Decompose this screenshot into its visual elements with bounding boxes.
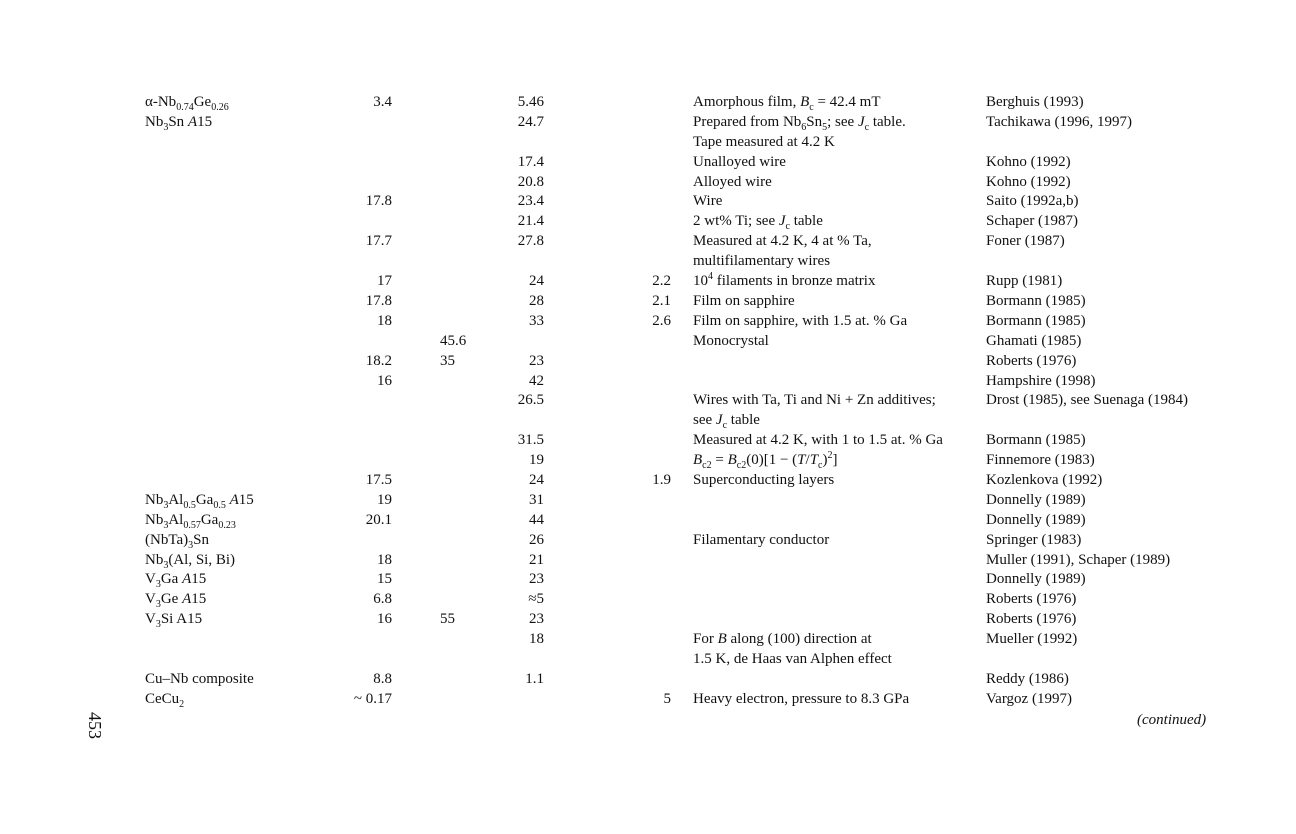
b-c2-cell: 26.5 [517,392,544,409]
reference-cell: Donnelly (1989) [986,491,1086,508]
b-c2-cell: 24.7 [517,113,544,130]
table-row [0,312,1296,332]
table-row [0,192,1296,212]
reference-cell: Bormann (1985) [986,432,1086,449]
reference-cell: Hampshire (1998) [986,372,1096,389]
reference-cell: Roberts (1976) [986,352,1077,369]
table-row [0,292,1296,312]
comment-cell: Monocrystal [693,332,769,349]
page-number: 453 [85,712,105,739]
tc-cell: 20.1 [365,511,392,528]
b-c2-cell: 23 [529,611,544,628]
reference-cell: Mueller (1992) [986,631,1078,648]
comment-cell: Filamentary conductor [693,531,830,548]
table-row [0,551,1296,571]
reference-cell: Kozlenkova (1992) [986,471,1103,488]
table-row [0,610,1296,630]
comment-cell: Wires with Ta, Ti and Ni + Zn additives; see $J_c$ table [693,392,936,432]
comment-cell: Heavy electron, pressure to 8.3 GPa [693,690,910,707]
reference-cell: Finnemore (1983) [986,452,1095,469]
b-c2-cell: ≈5 [528,591,544,608]
reference-cell: Ghamati (1985) [986,332,1082,349]
table-row [0,173,1296,193]
comment-cell: Measured at 4.2 K, 4 at % Ta, multifilamentary wires [693,233,872,270]
tc-cell: 17.5 [365,471,392,488]
comment-cell: $10^4$ filaments in bronze matrix [693,271,876,290]
b-c2-cell: 24 [529,471,544,488]
comment-cell: $B_{c2} = B_{c2}(0)[1 - (T/T_c)^2]$ [693,450,838,472]
b-c2-zero-cell: 55 [440,611,455,628]
b-c2-cell: 23 [529,571,544,588]
table-row [0,471,1296,491]
comment-cell: Alloyed wire [693,173,772,190]
comment-cell: Superconducting layers [693,471,835,488]
b-c2-cell: 27.8 [517,233,544,250]
reference-cell: Drost (1985), see Suenaga (1984) [986,392,1189,409]
material-cell: $\alpha-Nb_{0.74}Ge_{0.26}$ [145,94,229,113]
table-row [0,431,1296,451]
reference-cell: Rupp (1981) [986,273,1063,290]
reference-cell: Donnelly (1989) [986,511,1086,528]
reference-cell: Tachikawa (1996, 1997) [986,113,1132,130]
b-c2-zero-cell: 45.6 [440,332,467,349]
b-c2-cell: 44 [529,511,544,528]
tc-cell: 16 [377,611,392,628]
reference-cell: Roberts (1976) [986,591,1077,608]
delta-cell: 1.9 [652,471,671,488]
reference-cell: Vargoz (1997) [986,690,1072,707]
tc-cell: 17 [377,273,392,290]
b-c2-cell: 1.1 [525,670,544,687]
table-row [0,212,1296,232]
reference-cell: Roberts (1976) [986,611,1077,628]
tc-cell: 17.8 [365,292,392,309]
comment-cell: Film on sapphire, with 1.5 at. % Ga [693,312,908,329]
b-c2-cell: 19 [529,452,544,469]
table-row [0,531,1296,551]
reference-cell: Springer (1983) [986,531,1082,548]
table-row [0,352,1296,372]
b-c2-cell: 42 [529,372,544,389]
table-row [0,630,1296,670]
b-c2-cell: 5.46 [517,94,544,110]
material-cell: CeCu$_2$ [145,690,185,710]
tc-cell: 19 [377,491,392,508]
tc-cell: 17.8 [365,193,392,210]
table-row [0,232,1296,272]
b-c2-cell: 17.4 [517,153,544,170]
reference-cell: Kohno (1992) [986,153,1071,170]
comment-cell: Unalloyed wire [693,153,786,170]
delta-cell: 5 [663,690,671,707]
material-cell: $V_3Ga$ A15 [145,571,207,591]
reference-cell: Foner (1987) [986,233,1065,250]
table-row [0,491,1296,511]
b-c2-cell: 21.4 [517,213,544,230]
superconductor-table [0,93,1296,710]
reference-cell: Schaper (1987) [986,213,1079,230]
b-c2-cell: 33 [529,312,544,329]
tc-cell: 16 [377,372,392,389]
b-c2-cell: 20.8 [517,173,544,190]
b-c2-cell: 21 [529,551,544,568]
tc-cell: 8.8 [373,670,392,687]
table-row [0,272,1296,292]
delta-cell: 2.1 [652,292,671,309]
table-row [0,451,1296,471]
table-row [0,153,1296,173]
comment-cell: Prepared from $Nb_6Sn_5$; see $J_c$ table. Tape measured at 4.2 K [693,113,906,150]
table-row [0,332,1296,352]
comment-cell: 2 wt% Ti; see $J_c$ table [693,213,823,233]
delta-cell: 2.2 [652,273,671,290]
material-cell: Cu–Nb composite [145,670,254,687]
table-row [0,372,1296,392]
material-cell: $Nb_3Al_{0.57}Ga_{0.23}$ [145,511,236,531]
b-c2-cell: 23.4 [517,193,544,210]
continued-note: (continued) [1137,712,1207,728]
delta-cell: 2.6 [652,312,671,329]
material-cell: $Nb_3Sn$ A15 [145,113,213,133]
table-row [0,113,1296,153]
reference-cell: Bormann (1985) [986,312,1086,329]
reference-cell: Reddy (1986) [986,670,1069,687]
table-row [0,590,1296,610]
material-cell: $V_3Si$ A15 [145,611,203,631]
table-row [0,511,1296,531]
comment-cell: Film on sapphire [693,292,795,309]
comment-cell: For B along (100) direction at 1.5 K, de Haas van Alphen effect [693,631,892,667]
comment-cell: Amorphous film, $B_c = 42.4$ mT [693,94,881,113]
table-row [0,690,1296,710]
tc-cell: 17.7 [365,233,392,250]
reference-cell: Muller (1991), Schaper (1989) [986,551,1171,568]
table-row [0,391,1296,431]
material-cell: $V_3Ge$ A15 [145,591,207,611]
b-c2-cell: 28 [529,292,544,309]
b-c2-cell: 18 [529,631,544,648]
b-c2-zero-cell: 35 [440,352,455,369]
material-cell: $Nb_3(Al$, Si, Bi) [145,551,236,571]
tc-cell: 18.2 [365,352,392,369]
b-c2-cell: 23 [529,352,544,369]
table-row [0,670,1296,690]
b-c2-cell: 26 [529,531,544,548]
material-cell: $(NbTa)_3Sn$ [145,531,209,551]
tc-cell: 6.8 [373,591,392,608]
table-row [0,570,1296,590]
reference-cell: Donnelly (1989) [986,571,1086,588]
b-c2-cell: 31 [529,491,544,508]
table-row [0,93,1296,113]
comment-cell: Measured at 4.2 K, with 1 to 1.5 at. % Ga [693,432,943,449]
b-c2-cell: 24 [529,273,544,290]
material-cell: $Nb_3Al_{0.5}Ga_{0.5}$ A15 [145,491,254,511]
tc-cell: 15 [377,571,392,588]
tc-cell: 18 [377,312,392,329]
comment-cell: Wire [693,193,723,210]
reference-cell: Saito (1992a,b) [986,193,1079,210]
tc-cell: ~ 0.17 [353,690,392,707]
tc-cell: 3.4 [373,94,392,110]
reference-cell: Kohno (1992) [986,173,1071,190]
reference-cell: Bormann (1985) [986,292,1086,309]
b-c2-cell: 31.5 [517,432,544,449]
reference-cell: Berghuis (1993) [986,94,1084,110]
tc-cell: 18 [377,551,392,568]
